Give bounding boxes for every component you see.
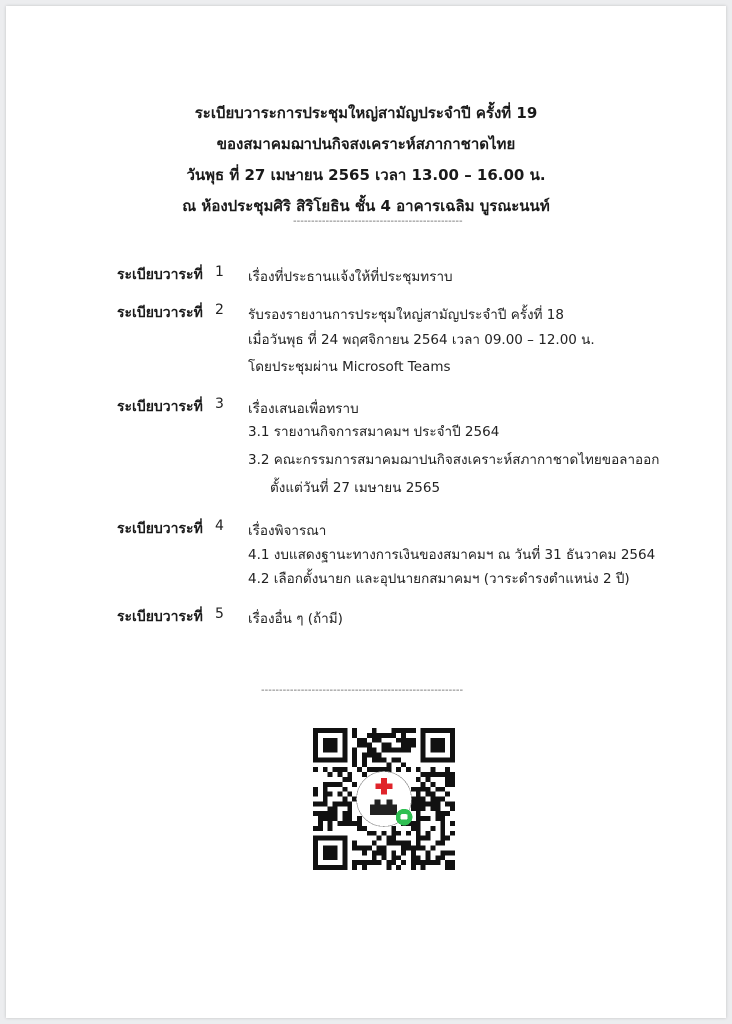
agenda-item-1-label: ระเบียบวาระที่ [117,267,203,283]
agenda-item-4-detail: 4.1 งบแสดงฐานะทางการเงินของสมาคมฯ ณ วันที่ 31 ธันวาคม 2564 [248,547,656,563]
agenda-item-4-number: 4 [215,518,224,534]
header-title: ระเบียบวาระการประชุมใหญ่สามัญประจำปี ครั้งที่ 19 [194,104,538,122]
agenda-item-1-title: เรื่องที่ประธานแจ้งให้ที่ประชุมทราบ [248,269,453,285]
agenda-item-2-detail: โดยประชุมผ่าน Microsoft Teams [248,359,451,375]
header-separator: ----------------------------------------------- [293,216,463,227]
agenda-item-5-number: 5 [215,606,224,622]
agenda-item-5-label: ระเบียบวาระที่ [117,609,203,625]
qr-code-icon [313,728,455,870]
agenda-item-2-title: รับรองรายงานการประชุมใหญ่สามัญประจำปี ครั้งที่ 18 [248,307,564,323]
agenda-item-3-label: ระเบียบวาระที่ [117,399,203,415]
agenda-item-5-title: เรื่องอื่น ๆ (ถ้ามี) [248,611,343,627]
header-venue: ณ ห้องประชุมศิริ สิริโยธิน ชั้น 4 อาคารเฉลิม บูรณะนนท์ [182,197,550,215]
agenda-item-3-detail: ตั้งแต่วันที่ 27 เมษายน 2565 [270,480,441,496]
qr-code[interactable] [313,728,455,870]
agenda-item-2-label: ระเบียบวาระที่ [117,305,203,321]
agenda-item-4-detail: 4.2 เลือกตั้งนายก และอุปนายกสมาคมฯ (วาระดำรงตำแหน่ง 2 ปี) [248,571,630,587]
document-page [6,6,726,1018]
agenda-item-3-number: 3 [215,396,224,412]
agenda-item-1-number: 1 [215,264,224,280]
agenda-item-4-title: เรื่องพิจารณา [248,523,327,539]
footer-separator: -------------------------------------------------------- [261,685,464,696]
agenda-item-2-detail: เมื่อวันพุธ ที่ 24 พฤศจิกายน 2564 เวลา 09.00 – 12.00 น. [248,332,595,348]
agenda-item-3-title: เรื่องเสนอเพื่อทราบ [248,401,359,417]
agenda-item-3-detail: 3.2 คณะกรรมการสมาคมฌาปนกิจสงเคราะห์สภากาชาดไทยขอลาออก [248,452,660,468]
header-date-time: วันพุธ ที่ 27 เมษายน 2565 เวลา 13.00 – 16.00 น. [186,166,546,184]
agenda-item-4-label: ระเบียบวาระที่ [117,521,203,537]
agenda-item-2-number: 2 [215,302,224,318]
header-organization: ของสมาคมฌาปนกิจสงเคราะห์สภากาชาดไทย [216,135,516,153]
agenda-item-3-detail: 3.1 รายงานกิจการสมาคมฯ ประจำปี 2564 [248,424,500,440]
